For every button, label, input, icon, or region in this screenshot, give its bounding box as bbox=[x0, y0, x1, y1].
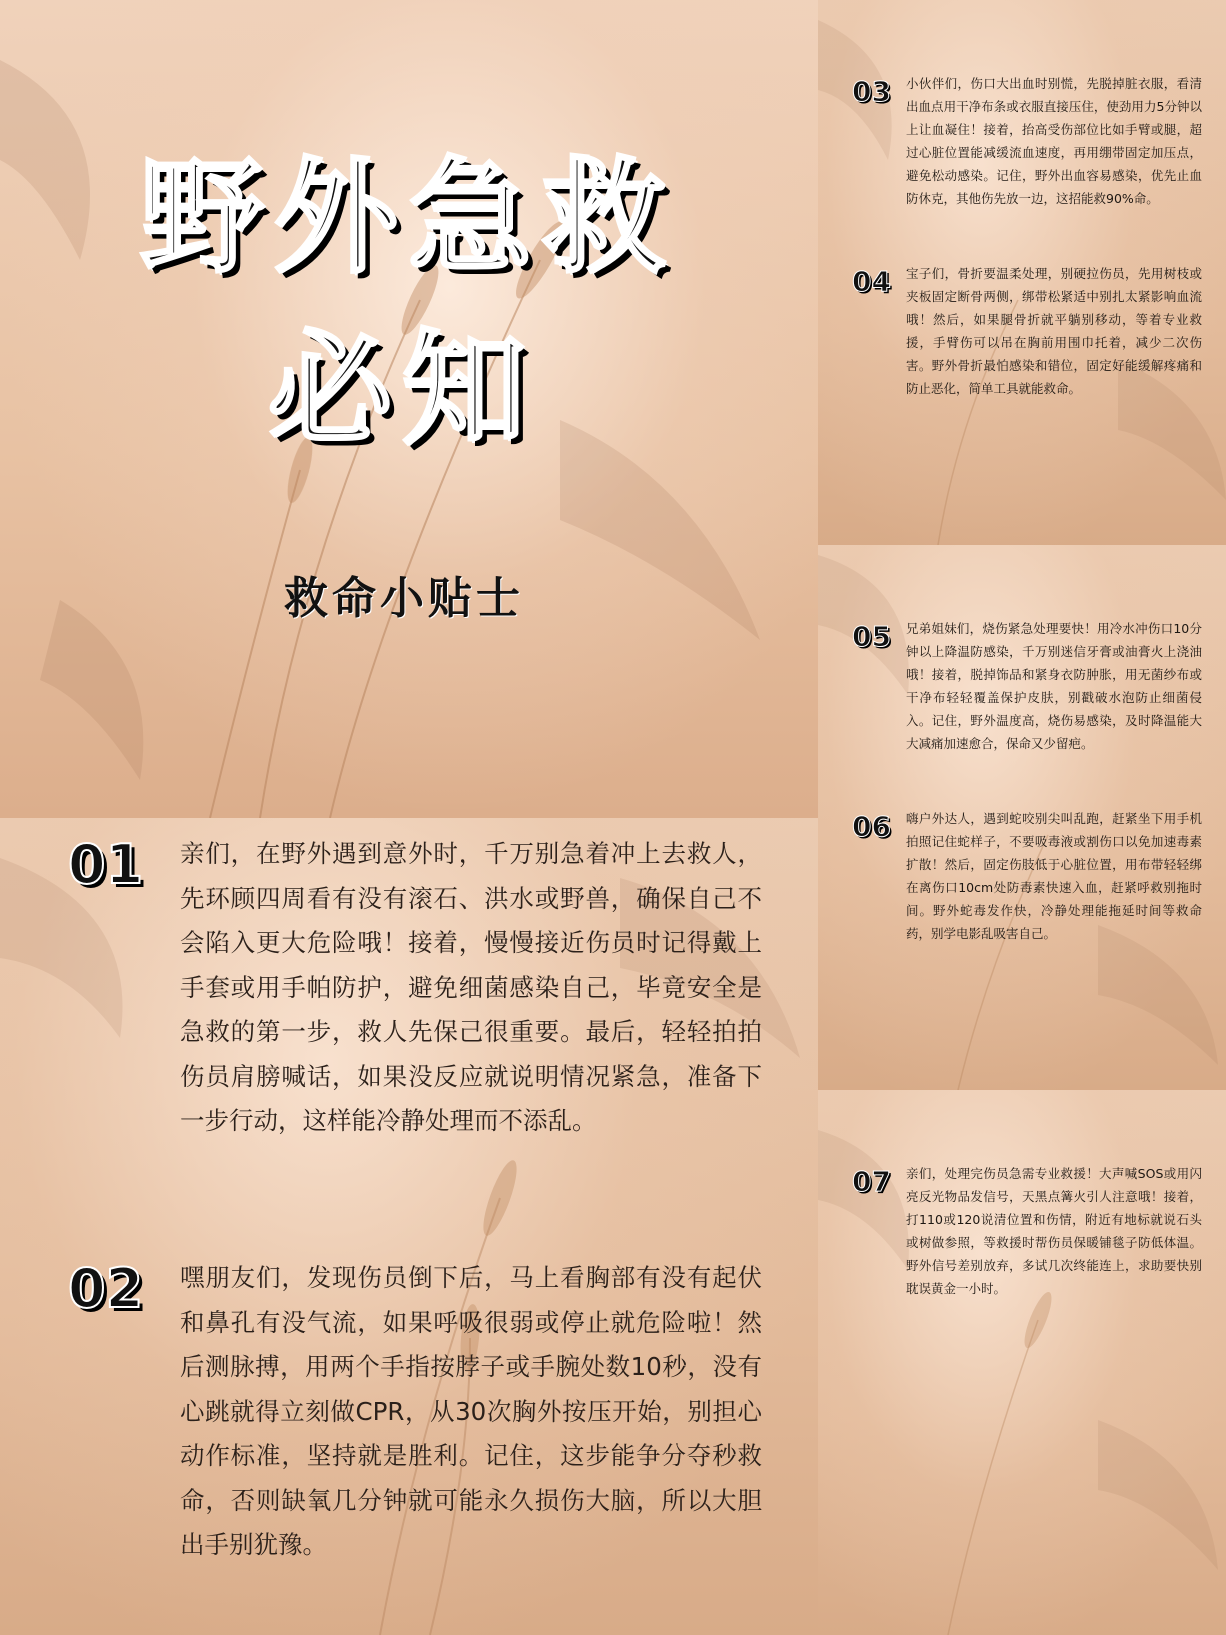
main-title-line-1: 野外急救 bbox=[140, 146, 677, 290]
tip-text-01: 亲们，在野外遇到意外时，千万别急着冲上去救人，先环顾四周看有没有滚石、洪水或野兽，确保自己不会陷入更大危险哦！接着，慢慢接近伤员时记得戴上手套或用手帕防护，避免细菌感染自己，毕竟安全是急救的第一步，救人先保己很重要。最后，轻轻拍拍伤员肩膀喊话，如果没反应就说明情况紧急，准备下一步行动，这样能冷静处理而不添乱。 bbox=[180, 839, 762, 1135]
tip-text-05: 兄弟姐妹们，烧伤紧急处理要快！用冷水冲伤口10分钟以上降温防感染，千万别迷信牙膏或油膏火上浇油哦！接着，脱掉饰品和紧身衣防肿胀，用无菌纱布或干净布轻轻覆盖保护皮肤，别戳破水泡防止细菌侵入。记住，野外温度高，烧伤易感染，及时降温能大大减痛加速愈合，保命又少留疤。 bbox=[906, 621, 1202, 751]
tip-text-07: 亲们，处理完伤员急需专业救援！大声喊SOS或用闪亮反光物品发信号，天黑点篝火引人注意哦！接着，打110或120说清位置和伤情，附近有地标就说石头或树做参照，等救援时帮伤员保暖铺毯子防低体温。野外信号差别放弃，多试几次终能连上，求助要快别耽误黄金一小时。 bbox=[906, 1166, 1202, 1296]
tip-text-03: 小伙伴们，伤口大出血时别慌，先脱掉脏衣服，看清出血点用干净布条或衣服直接压住，使劲用力5分钟以上让血凝住！接着，抬高受伤部位比如手臂或腿，超过心脏位置能减缓流血速度，再用绷带固定加压点，避免松动感染。记住，野外出血容易感染，优先止血防休克，其他伤先放一边，这招能救90%命。 bbox=[906, 76, 1202, 206]
tip-number-01: 01 bbox=[68, 833, 144, 896]
tip-text-04: 宝子们，骨折要温柔处理，别硬拉伤员，先用树枝或夹板固定断骨两侧，绑带松紧适中别扎太紧影响血流哦！然后，如果腿骨折就平躺别移动，等着专业救援，手臂伤可以吊在胸前用围巾托着，减少二次伤害。野外骨折最怕感染和错位，固定好能缓解疼痛和防止恶化，简单工具就能救命。 bbox=[906, 266, 1202, 396]
tip-text-02: 嘿朋友们，发现伤员倒下后，马上看胸部有没有起伏和鼻孔有没气流，如果呼吸很弱或停止就危险啦！然后测脉搏，用两个手指按脖子或手腕处数10秒，没有心跳就得立刻做CPR，从30次胸外按压开始，别担心动作标准，坚持就是胜利。记住，这步能争分夺秒救命，否则缺氧几分钟就可能永久损伤大脑，所以大胆出手别犹豫。 bbox=[180, 1263, 762, 1559]
tips-panel-large bbox=[0, 818, 818, 1635]
tips-panel-right-3 bbox=[818, 1090, 1226, 1635]
subtitle: 救命小贴士 bbox=[284, 573, 524, 624]
tip-number-06: 06 bbox=[852, 810, 891, 843]
tip-number-02: 02 bbox=[68, 1257, 144, 1320]
tip-number-04: 04 bbox=[852, 265, 891, 298]
main-title-line-2: 必知 bbox=[268, 318, 537, 462]
tips-panel-right-1 bbox=[818, 0, 1226, 545]
tip-number-05: 05 bbox=[852, 620, 891, 653]
tip-text-06: 嗨户外达人，遇到蛇咬别尖叫乱跑，赶紧坐下用手机拍照记住蛇样子，不要吸毒液或割伤口以免加速毒素扩散！然后，固定伤肢低于心脏位置，用布带轻轻绑在离伤口10cm处防毒素快速入血，赶紧呼救别拖时间。野外蛇毒发作快，冷静处理能拖延时间等救命药，别学电影乱吸害自己。 bbox=[906, 811, 1202, 941]
cover-panel bbox=[0, 0, 818, 818]
tip-number-03: 03 bbox=[852, 75, 891, 108]
tips-panel-right-2 bbox=[818, 545, 1226, 1090]
tip-number-07: 07 bbox=[852, 1165, 891, 1198]
